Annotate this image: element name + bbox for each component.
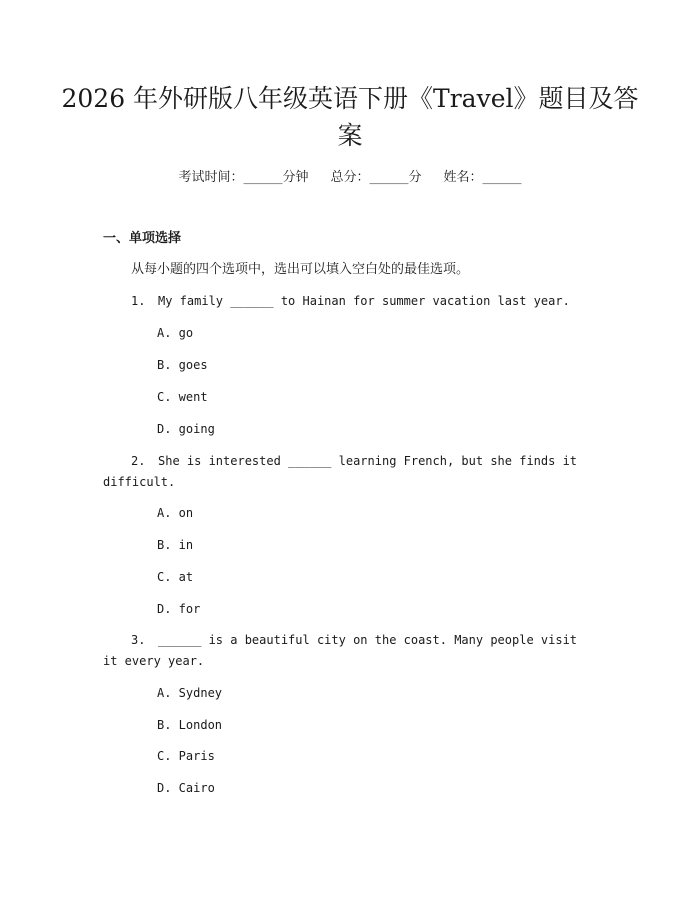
- question-number: 1.: [131, 294, 146, 308]
- option-2b: B. in: [157, 538, 194, 552]
- option-1c: C. went: [157, 390, 208, 404]
- exam-time-field: 考试时间：______分钟: [178, 170, 309, 185]
- option-2d: D. for: [157, 602, 201, 616]
- option-3a: A. Sydney: [157, 686, 223, 700]
- question-text: ______ is a beautiful city on the coast. Many people visit it every year.: [103, 633, 585, 668]
- option-1b: B. goes: [157, 358, 208, 372]
- total-score-field: 总分：______分: [330, 170, 422, 185]
- section-instruction: 从每小题的四个选项中，选出可以填入空白处的最佳选项。: [131, 262, 470, 277]
- option-2c: C. at: [157, 570, 194, 584]
- page-title: 2026 年外研版八年级英语下册《Travel》题目及答案: [61, 84, 639, 150]
- student-name-field: 姓名：______: [443, 170, 522, 185]
- question-1: [103, 291, 583, 312]
- question-number: 2.: [131, 454, 146, 468]
- option-1a: A. go: [157, 326, 194, 340]
- question-number: 3.: [131, 633, 146, 647]
- option-3c: C. Paris: [157, 749, 215, 763]
- option-3d: D. Cairo: [157, 781, 215, 795]
- exam-info-line: [0, 169, 700, 187]
- question-3: [103, 630, 583, 672]
- section-heading: 一、单项选择: [103, 231, 182, 246]
- question-text: She is interested ______ learning French, but she finds it difficult.: [103, 454, 585, 489]
- option-2a: A. on: [157, 506, 194, 520]
- question-text: My family ______ to Hainan for summer vacation last year.: [158, 294, 570, 308]
- option-1d: D. going: [157, 422, 215, 436]
- question-2: [103, 451, 583, 493]
- option-3b: B. London: [157, 718, 223, 732]
